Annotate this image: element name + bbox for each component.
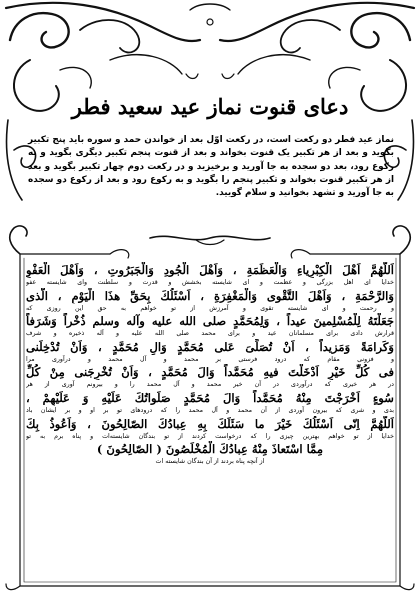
prayer-text (26, 262, 394, 467)
prayer-arabic-line: وَكَرامَةً وَمَزيداً ، اَنْ تُصَلِّىَ عَلى مُحَمَّدٍ وَالِ مُحَمَّدٍ ، وَاَنْ تُدْخِلَنى (26, 339, 394, 354)
prayer-arabic-line: جَعَلْتَهُ لِلْمُسْلِمينَ عيداً ، وَلِمُحَمَّدٍ صلى الله عليه وآله وسلم ذُخْراً وَشَرَفاً (26, 314, 394, 329)
prayer-arabic-line: سُوءٍ اَخْرَجْتَ مِنْهُ مُحَمَّداً وَالَ مُحَمَّدٍ صَلَواتُكَ عَلَيْهِ وَ عَلَيْهِمْ ، (26, 390, 394, 405)
prayer-arabic-line: وَالرَّحْمَةِ ، وَاَهْلَ التَّقْوى وَالْمَغْفِرَةِ ، اَسْئَلُكَ بِحَقِّ هذَا الْيَوْمِ ، الَّذى (26, 288, 394, 303)
prayer-persian-line: و فزونی مقام که درود فرستی بر محمد و آل محمد و درآوری مرا (26, 355, 394, 363)
prayer-arabic-line: فى كُلِّ خَيْرٍ اَدْخَلْتَ فيهِ مُحَمَّداً وَالَ مُحَمَّدٍ ، وَاَنْ تُخْرِجَنى مِنْ كُلِّ (26, 365, 394, 380)
prayer-persian-line: و رحمت و ای شایسته تقوی و آمرزش از تو خواهم به حق این روزی که (26, 304, 394, 312)
intro-paragraph: نماز عید فطر دو رکعت است، در رکعت اوّل بعد از خواندن حمد و سوره باید پنج تکبیر بگوید و بعد از هر تکبیر یک قنوت بخواند و بعد از قنوت پنجم تکبیر دیگری بگوید و به رکوع رود، بعد دو سجده به جا آورید و برخیزید و در رکعت دوم چهار تکبیر بگوید و بعد از هر تکبیر قنوت بخواند و تکبیر پنجم را بگوید و به رکوع رود و بعد از رکوع دو سجده به جا آورید و تشهد بخوانید و سلام گویید. (28, 135, 394, 199)
prayer-persian-line: خدایا ای اهل بزرگی و عظمت و ای شایسته بخشش و قدرت و سلطنت وای شایسته عفو (26, 279, 394, 286)
document-title: دعای قنوت نماز عید سعید فطر (71, 94, 349, 119)
prayer-arabic-line: اَللّهُمَّ اِنّى اَسْئَلُكَ خَيْرَ ما سَئَلَكَ بِهِ عِبادُكَ الصّالِحُونَ ، وَاَعُوذُ بِكَ (26, 416, 394, 431)
prayer-persian-line: قرارش دادی برای مسلمانان عید و برای محمد صلی الله علیه و آله ذخیره و شرف (26, 330, 394, 338)
prayer-arabic-line: اَللّهُمَّ اَهْلَ الْكِبْرِياءِ وَالْعَظَمَةِ ، وَاَهْلَ الْجُودِ وَالْجَبَرُوتِ ، وَاَهْلَ الْعَفْوِ (26, 263, 394, 277)
prayer-persian-line: بدی و شری که بیرون آوردی از آن محمد و آل محمد را که درودهای تو بر او و بر ایشان باد (26, 406, 394, 414)
prayer-persian-line: در هر خیری که درآوردی در آن خیر محمد و آل محمد را و بیرونم آوری از هر (26, 381, 394, 389)
prayer-arabic-line: مِمَّا اسْتَعاذَ مِنْهُ عِبادُكَ الْمُخْلَصُونَ ( الصّالِحُونَ ) (96, 442, 324, 457)
prayer-persian-line: از آنچه پناه بردند از آن بندگان شایسته ات (155, 458, 265, 466)
prayer-persian-line: خدایا از تو خواهم بهترین چیزی را که درخواست کردند از تو بندگان شایسته‌ات و پناه برم به تو (26, 432, 394, 440)
